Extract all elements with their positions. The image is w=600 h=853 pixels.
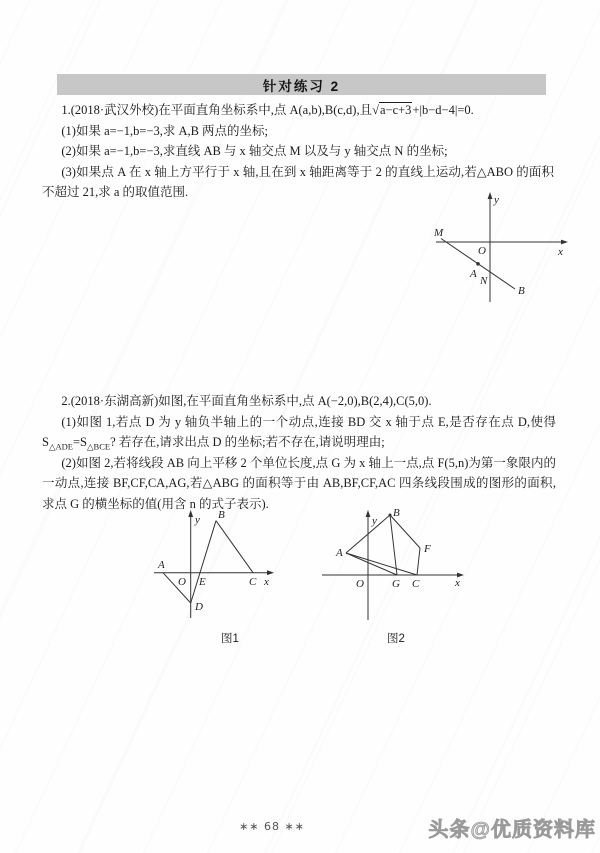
y-axis-arrow xyxy=(366,510,371,517)
label-G: G xyxy=(392,578,400,590)
label-C: C xyxy=(412,578,420,590)
page-deco-right: ∗∗ xyxy=(284,820,305,833)
segment-FC xyxy=(417,548,420,575)
figure-2-caption: 图2 xyxy=(387,633,405,645)
segment-BC xyxy=(216,521,253,573)
x-axis-arrow xyxy=(561,240,568,245)
problem2-part1-seg3: ? 若存在,请求出点 D 的坐标;若不存在,请说明理由; xyxy=(110,435,385,449)
segment-BG xyxy=(390,515,397,575)
label-B: B xyxy=(393,507,400,519)
point-B-dot xyxy=(389,514,392,517)
label-B: B xyxy=(218,509,225,521)
label-O: O xyxy=(356,578,364,590)
label-M: M xyxy=(434,227,444,239)
problem2-part2: (2)如图 2,若将线段 AB 向上平移 2 个单位长度,点 G 为 x 轴上一点,点 F(5,n)为第一象限内的一动点,连接 BF,CF,CA,AG,若△ABG 的面积等于由 AB,BF,CF,AC 四条线段围成的图形的面积,求点 G 的横坐标的值(用含 n 的式子表示). xyxy=(42,455,556,511)
label-y: y xyxy=(494,194,499,206)
section-banner xyxy=(57,74,546,95)
figure-2 xyxy=(316,506,476,646)
segment-BF xyxy=(390,515,420,548)
page-number-value: 68 xyxy=(264,820,280,833)
page-deco-left: ∗∗ xyxy=(239,820,260,833)
label-D: D xyxy=(195,601,203,613)
label-x: x xyxy=(558,246,563,258)
segment-AC xyxy=(346,553,417,575)
area-subscript-BCE: △BCE xyxy=(86,441,111,452)
page-number xyxy=(222,820,322,833)
problem1-part2: (2)如果 a=−1,b=−3,求直线 AB 与 x 轴交点 M 以及与 y 轴交点 N 的坐标; xyxy=(61,144,448,158)
problem2-part1-seg1: (1)如图 1,若点 D 为 y 轴负半轴上的一个动点,连接 BD 交 x 轴于点 E,是否存在点 D,使得 S xyxy=(42,414,556,449)
label-y: y xyxy=(372,515,377,527)
label-C: C xyxy=(249,576,257,588)
brand-watermark: 头条@优质资料库 xyxy=(428,819,596,841)
section-title: 针对练习 2 xyxy=(262,78,341,94)
figure-2-svg xyxy=(316,506,476,624)
problem1-text xyxy=(42,100,554,203)
radicand: a−c+3 xyxy=(379,103,412,117)
area-subscript-ADE: △ADE xyxy=(48,441,73,452)
label-E: E xyxy=(199,576,206,588)
figure-problem1-svg xyxy=(428,190,578,308)
problem1-intro xyxy=(42,100,554,121)
y-axis-arrow xyxy=(188,510,193,517)
label-O: O xyxy=(478,245,486,257)
label-F: F xyxy=(424,543,431,555)
problem2-text xyxy=(42,391,556,514)
y-axis-arrow xyxy=(488,192,493,199)
label-y: y xyxy=(195,514,200,526)
segment-AG xyxy=(346,553,397,575)
point-A-dot xyxy=(476,262,480,266)
problem1-part3: (3)如果点 A 在 x 轴上方平行于 x 轴,且在到 x 轴距离等于 2 的直线上运动,若△ABO 的面积不超过 21,求 a 的取值范围. xyxy=(42,164,554,199)
segment-AD xyxy=(163,573,191,603)
sqrt-sign: √ xyxy=(372,103,379,117)
segment-BD xyxy=(191,521,216,603)
x-axis-arrow xyxy=(267,570,274,575)
figure-1-caption: 图1 xyxy=(221,633,239,645)
figure-1-svg xyxy=(150,506,310,624)
label-x: x xyxy=(455,577,460,589)
radical-expression xyxy=(372,102,412,117)
label-x: x xyxy=(264,576,269,588)
problem1-intro-post: +|b−d−4|=0. xyxy=(412,103,474,117)
problem2-intro: 2.(2018·东湖高新)如图,在平面直角坐标系中,点 A(−2,0),B(2,4),C(5,0). xyxy=(61,394,432,408)
problem2-part1-seg2: =S xyxy=(72,435,87,449)
label-B: B xyxy=(518,285,525,297)
problem1-part1: (1)如果 a=−1,b=−3,求 A,B 两点的坐标; xyxy=(61,123,269,138)
label-A: A xyxy=(470,268,477,280)
problem1-intro-pre: 1.(2018·武汉外校)在平面直角坐标系中,点 A(a,b),B(c,d),且 xyxy=(61,103,373,117)
problem2-part1 xyxy=(42,412,556,453)
figure-1 xyxy=(150,506,310,646)
label-A: A xyxy=(336,547,343,559)
label-N: N xyxy=(480,275,488,287)
figure-problem1 xyxy=(428,190,578,308)
label-A: A xyxy=(158,559,165,571)
label-O: O xyxy=(178,576,186,588)
